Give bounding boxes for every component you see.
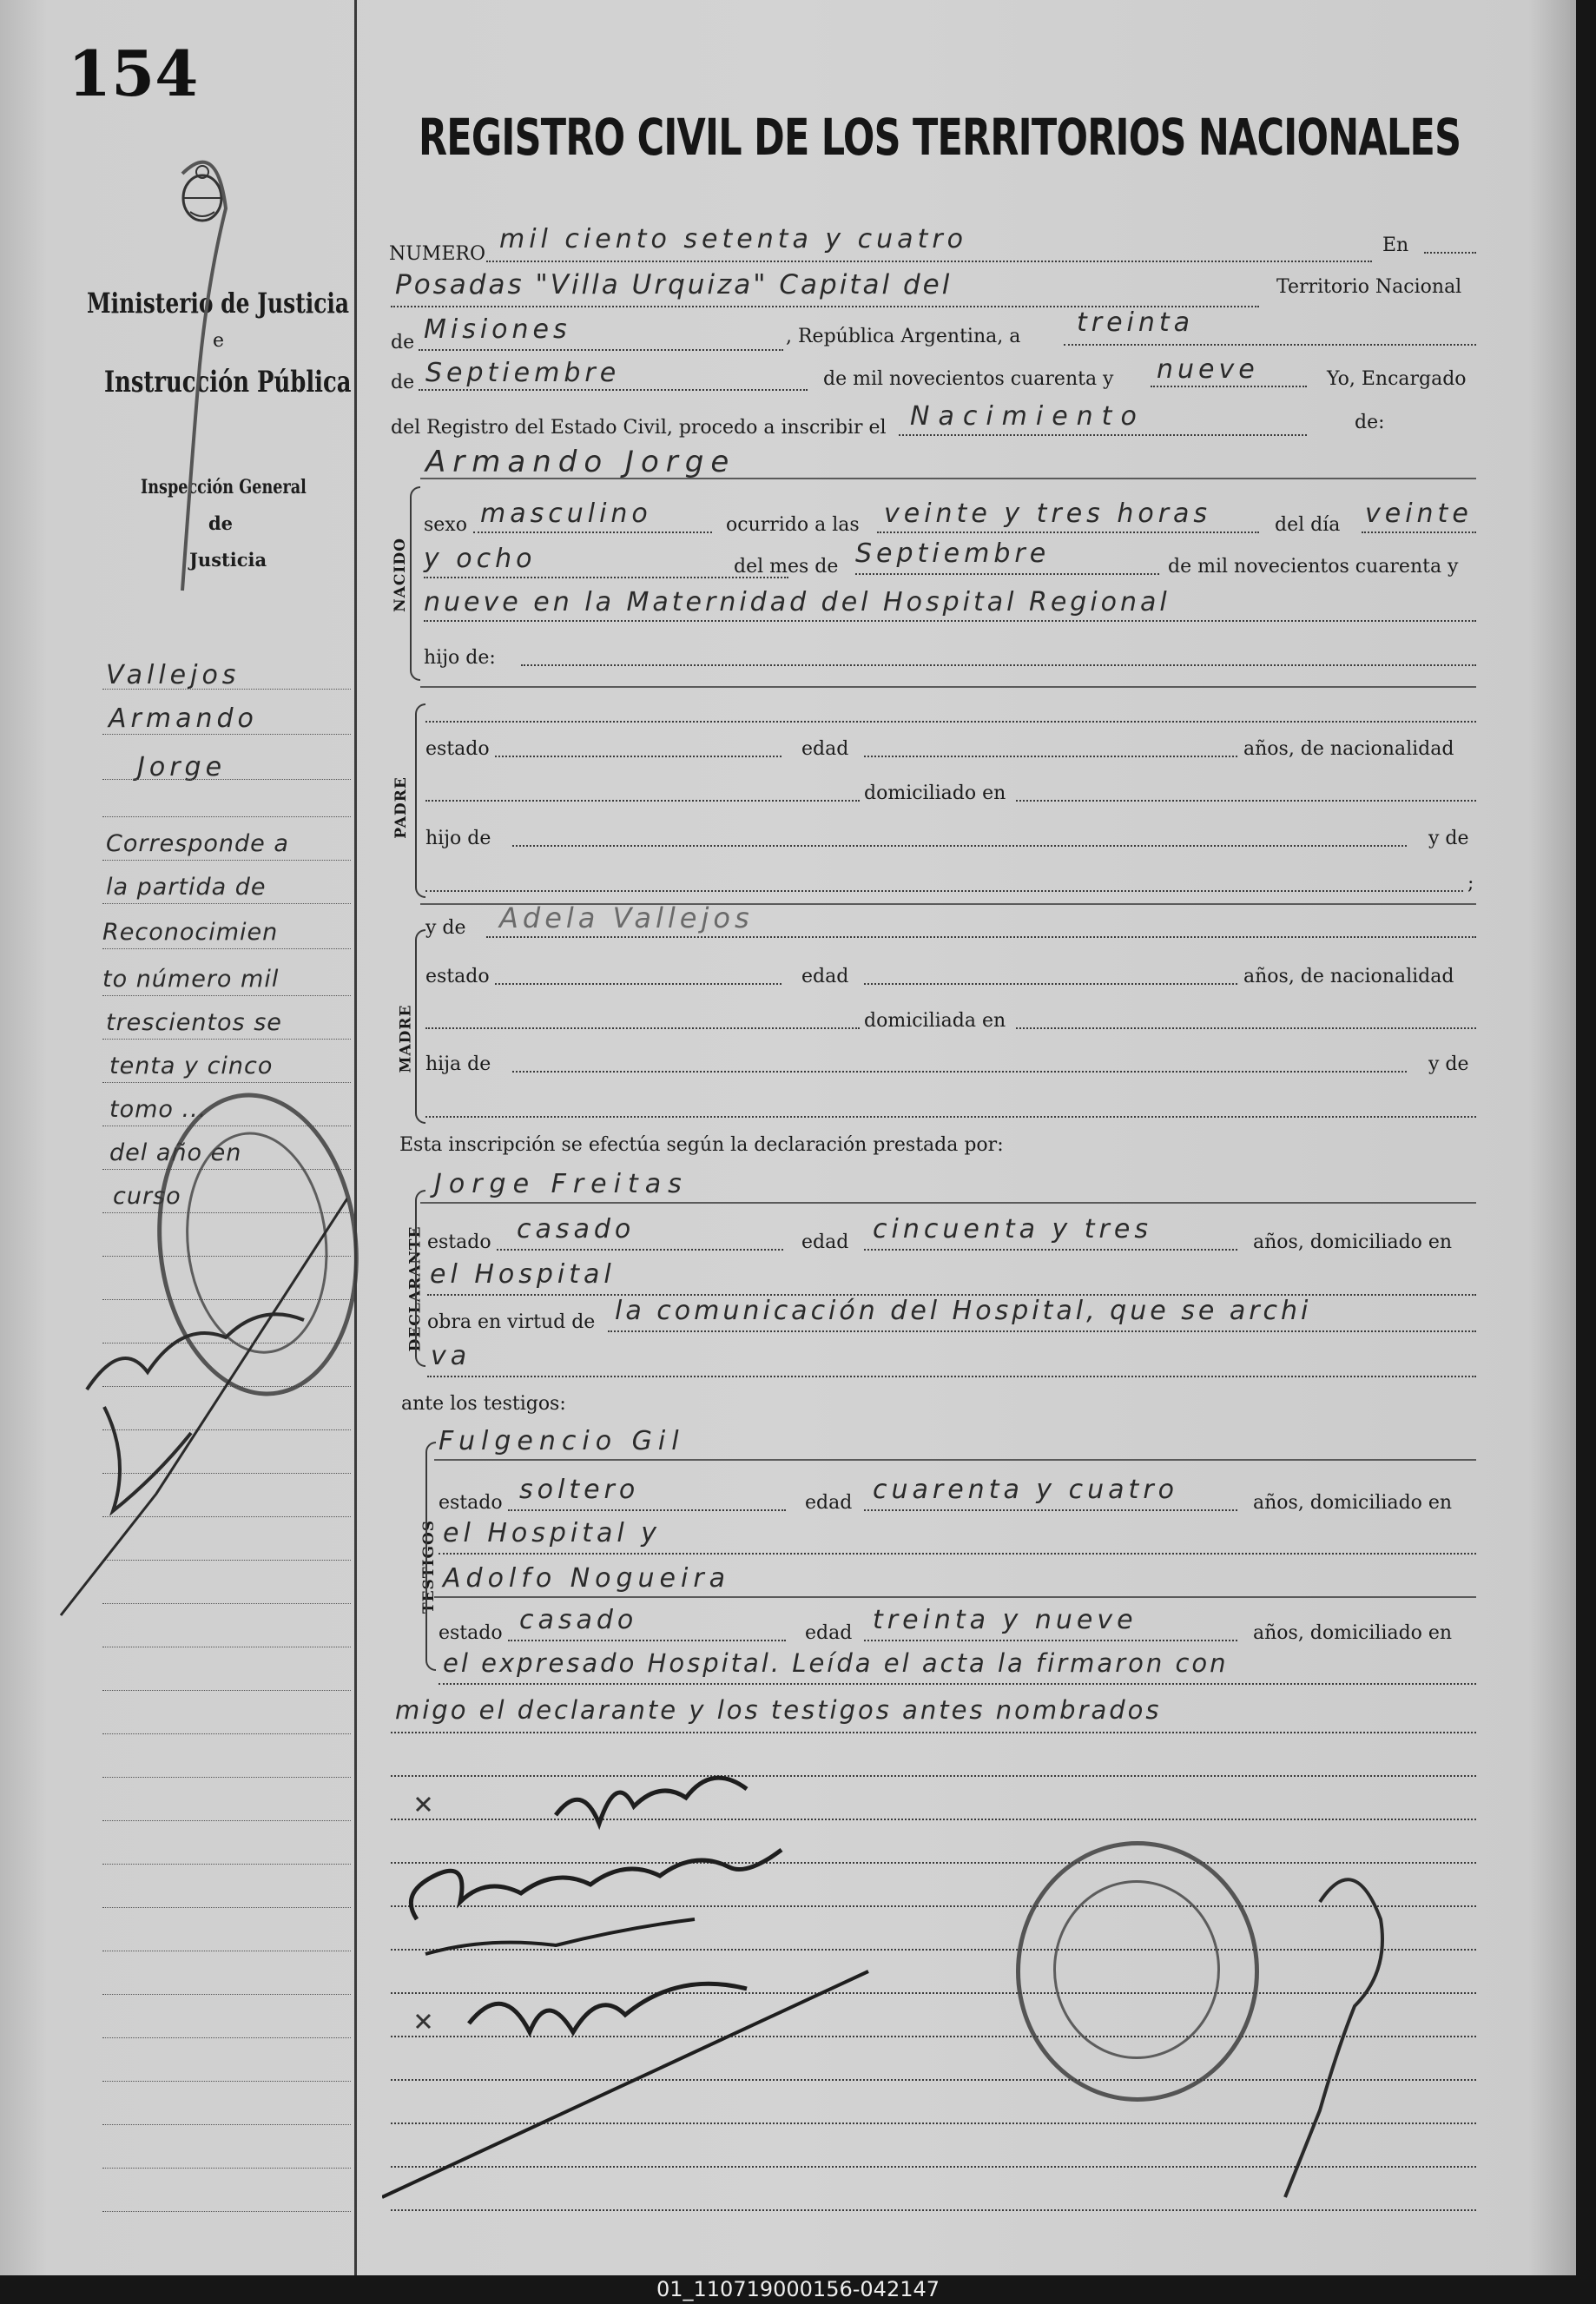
margin-rule-line [102,1733,351,1734]
madre-estado-dots [495,983,782,985]
padre-name-dots [425,721,1476,723]
margin-note-line: Reconocimien [102,919,279,946]
page-title: REGISTRO CIVIL DE LOS TERRITORIOS NACIONALES [419,108,1461,167]
padre-edad-label: edad [801,738,849,760]
obra-dots-2 [427,1376,1476,1377]
padre-anos-label: años, de nacionalidad [1243,738,1454,760]
lugar-value[interactable]: nueve en la Maternidad del Hospital Regional [424,587,1171,617]
hora-value[interactable]: veinte y tres horas [884,498,1212,529]
margin-note-line: Corresponde a [106,830,289,857]
t1-estado-value[interactable]: soltero [519,1475,640,1505]
hora-dots [877,531,1259,533]
republica-label: , República Argentina, a [786,326,1021,347]
madre-name-dots [486,936,1476,938]
margin-signature [52,104,350,1667]
nacido-section-label: NACIDO [391,538,409,612]
page-number: 154 [68,36,199,110]
dia-value-2[interactable]: y ocho [424,544,537,574]
t1-domicilio-value[interactable]: el Hospital y [443,1518,662,1548]
declarante-estado-label: estado [427,1231,491,1253]
de-label-2: de [391,372,415,393]
t2-name-line [434,1596,1476,1598]
madre-anos-label: años, de nacionalidad [1243,966,1454,987]
t2-domicilio-value[interactable]: el expresado Hospital. Leída el acta la firmaron con [443,1648,1229,1678]
inspection-line3: Justicia [189,549,267,571]
hijo-line [420,686,1476,688]
act-value[interactable]: Nacimiento [910,401,1145,432]
declarante-section-label: DECLARANTE [406,1225,425,1352]
numero-value[interactable]: mil ciento setenta y cuatro [499,224,968,254]
padre-section-label: PADRE [392,776,410,839]
margin-rule-line [102,2037,351,2038]
declarante-brace [415,1190,425,1367]
obra-dots [608,1330,1476,1332]
year-dots [1151,386,1307,387]
t1-anos-label: años, domiciliado en [1253,1492,1453,1514]
sexo-label: sexo [424,514,467,536]
t1-edad-value[interactable]: cuarenta y cuatro [873,1475,1179,1505]
margin-rule [354,0,357,2275]
margin-rule-line [102,2124,351,2125]
t1-dom-dots [439,1553,1476,1555]
margin-rule-line [102,1690,351,1691]
margin-note-line: trescientos se [106,1009,282,1036]
madre-nac-dots [425,1027,860,1029]
declarante-edad-dots [864,1249,1237,1251]
signatures [382,1746,1511,2267]
t1-edad-label: edad [805,1492,853,1514]
hijo-label: hijo de: [424,647,496,669]
declarante-anos-label: años, domiciliado en [1253,1231,1453,1253]
mes-value[interactable]: Septiembre [855,538,1051,569]
lugar-dots [424,620,1476,622]
margin-note-line: tomo ... [109,1096,208,1123]
madre-hija-dots [512,1071,1407,1073]
declarante-domicilio-value[interactable]: el Hospital [430,1259,616,1290]
hijo-dots [521,664,1476,666]
padre-yde-dots [425,890,1463,892]
numero-label: NUMERO [389,243,485,265]
margin-rule-line [102,1820,351,1821]
testigos-label: ante los testigos: [401,1393,566,1415]
ministry-e: e [213,330,225,352]
day-value[interactable]: treinta [1077,307,1195,338]
madre-edad-label: edad [801,966,849,987]
madre-edad-dots [864,983,1237,985]
margin-rule-line [102,1864,351,1865]
t1-name-line [434,1459,1476,1461]
padre-brace [415,703,425,898]
madre-y-de-label: y de [425,917,466,939]
place-value[interactable]: Posadas "Villa Urquiza" Capital del [395,269,953,300]
padre-hijo-dots [512,845,1407,847]
t1-edad-dots [864,1509,1237,1511]
mes-dots [855,573,1159,575]
declaracion-label: Esta inscripción se efectúa según la declaración prestada por: [399,1134,1004,1156]
madre-y-de-end-label: y de [1428,1053,1469,1075]
closing-dots [391,1732,1476,1733]
t2-edad-value[interactable]: treinta y nueve [873,1605,1138,1635]
t1-name-value[interactable]: Fulgencio Gil [439,1426,685,1456]
ministry-line1: Ministerio de Justicia [87,287,350,320]
t2-name-value[interactable]: Adolfo Nogueira [443,1563,731,1594]
registro-label: del Registro del Estado Civil, procedo a inscribir el [391,417,887,439]
margin-name-2: Armando [109,703,258,734]
de-colon-label: de: [1355,412,1385,433]
margin-name-3: Jorge [137,752,227,782]
padre-dom-dots [1016,800,1476,802]
madre-estado-label: estado [425,966,490,987]
closing-value[interactable]: migo el declarante y los testigos antes nombrados [395,1695,1162,1725]
obra-value[interactable]: la comunicación del Hospital, que se archi [615,1296,1312,1326]
margin-name-1: Vallejos [106,660,241,690]
nacido-mil-label: de mil novecientos cuarenta y [1168,556,1459,578]
margin-rule-line [102,1907,351,1908]
sexo-value[interactable]: masculino [480,498,652,529]
inspection-line1: Inspección General [141,476,307,498]
ocurrido-label: ocurrido a las [726,514,860,536]
testigos-brace [425,1442,436,1671]
margin-rule-line [102,1994,351,1995]
t2-estado-label: estado [439,1622,503,1644]
margin-note-line: del año en [109,1139,242,1166]
t2-estado-dots [508,1640,786,1641]
madre-yde-dots [425,1116,1476,1118]
en-label: En [1382,234,1409,256]
padre-estado-dots [495,756,782,757]
del-dia-label: del día [1275,514,1341,536]
margin-note-line: tenta y cinco [109,1053,274,1079]
numero-dots [486,261,1372,262]
month-value[interactable]: Septiembre [425,358,621,388]
madre-dom-dots [1016,1027,1476,1029]
official-stamp [1016,1841,1259,2102]
inspection-line2: de [208,512,234,534]
declarante-estado-value[interactable]: casado [517,1214,636,1244]
year-label: de mil novecientos cuarenta y [823,368,1114,390]
declarante-edad-label: edad [801,1231,849,1253]
province-dots [419,349,783,351]
padre-nac-dots [425,800,860,802]
margin-note-line: la partida de [106,874,267,901]
obra-label: obra en virtud de [427,1311,596,1333]
padre-semicolon: ; [1467,873,1474,895]
t2-estado-value[interactable]: casado [519,1605,638,1635]
madre-domiciliada-label: domiciliada en [864,1010,1006,1032]
month-dots [419,389,808,391]
madre-brace [415,929,425,1124]
declarante-name-line [420,1202,1476,1204]
t2-dom-dots [439,1683,1476,1685]
t1-estado-label: estado [439,1492,503,1514]
declarante-name-value[interactable]: Jorge Freitas [434,1169,689,1199]
sexo-dots [473,531,712,533]
padre-estado-label: estado [425,738,490,760]
file-id-footer: 01_110719000156-042147 [0,2275,1596,2304]
ministry-line2: Instrucción Pública [104,365,352,399]
dia-dots [1362,531,1476,533]
day-dots [1064,344,1476,346]
padre-edad-dots [864,756,1237,757]
madre-name-value[interactable]: Adela Vallejos [499,901,754,934]
t2-edad-dots [864,1640,1237,1641]
year-value[interactable]: nueve [1157,354,1259,385]
padre-y-de-label: y de [1428,828,1469,849]
madre-hija-de-label: hija de [425,1053,491,1075]
margin-rule-line [102,2168,351,2169]
margin-note-line: curso [113,1183,181,1210]
obra-value-2[interactable]: va [431,1341,472,1371]
dia-value[interactable]: veinte [1365,498,1473,529]
en-dots [1424,252,1476,254]
padre-domiciliado-label: domiciliado en [864,782,1006,804]
testigos-section-label: TESTIGOS [420,1519,439,1614]
margin-rule-line [102,1777,351,1778]
margin-rule-line [102,2081,351,2082]
stamp-inner-ring [1053,1880,1220,2059]
nacido-brace [410,486,420,681]
margin-note-line: to número mil [102,966,280,993]
del-mes-label: del mes de [734,556,839,578]
t1-estado-dots [508,1509,786,1511]
province-value[interactable]: Misiones [424,314,571,345]
margin-rule-line [102,2211,351,2212]
encargado-label: Yo, Encargado [1327,368,1467,390]
t2-anos-label: años, domiciliado en [1253,1622,1453,1644]
territorio-label: Territorio Nacional [1276,276,1462,298]
nacido-name-value[interactable]: Armando Jorge [425,445,736,479]
declarante-edad-value[interactable]: cincuenta y tres [873,1214,1152,1244]
declarante-estado-dots [497,1249,783,1251]
t2-edad-label: edad [805,1622,853,1644]
de-label: de [391,332,415,353]
act-dots [899,434,1307,436]
padre-hijo-de-label: hijo de [425,828,491,849]
madre-section-label: MADRE [397,1004,415,1073]
